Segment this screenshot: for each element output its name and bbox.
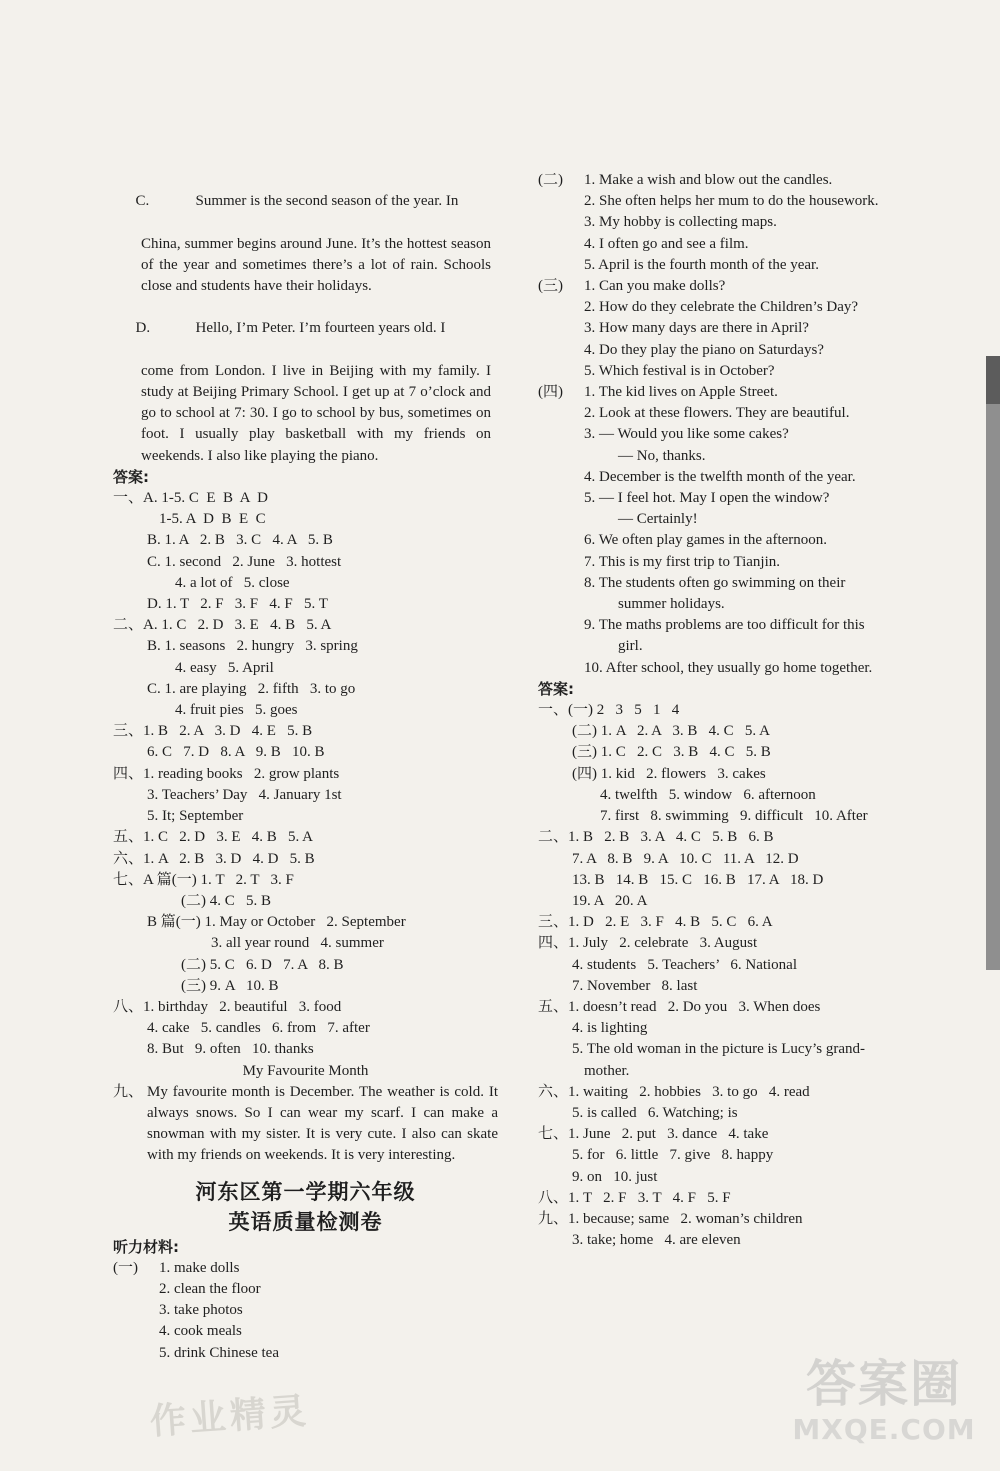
answer-line: 3. Teachers’ Day 4. January 1st — [147, 786, 342, 803]
listening-item: 7. This is my first trip to Tianjin. — [584, 553, 781, 570]
answer-line: 5. The old woman in the picture is Lucy’s grand- — [572, 1041, 865, 1058]
right-column — [538, 170, 923, 1251]
listening-item: 2. How do they celebrate the Children’s Day? — [584, 299, 859, 316]
answer-line: 4. students 5. Teachers’ 6. National — [572, 956, 798, 973]
listening-item: girl. — [618, 638, 643, 655]
answer-line: 3. take; home 4. are eleven — [572, 1232, 741, 1249]
answer-line: 5. for 6. little 7. give 8. happy — [572, 1147, 774, 1164]
passage-c-body: China, summer begins around June. It’s the hottest season of the year and sometimes there’s a lot of rain. Schools close and students have their holidays. — [141, 235, 491, 295]
left-column — [113, 170, 498, 1364]
side-tab-marker — [986, 356, 1000, 970]
essay-block — [113, 1082, 498, 1167]
answer-line: 一、(一) 2 3 5 1 4 — [538, 702, 680, 719]
watermark-logo — [784, 1355, 984, 1465]
listening-item: 1. The kid lives on Apple Street. — [584, 384, 778, 401]
stamp-mark: 作业精灵 — [148, 1390, 312, 1443]
listening-item: 8. The students often go swimming on their — [584, 574, 846, 591]
passage-d-label: D. — [135, 320, 151, 337]
answer-line: D. 1. T 2. F 3. F 4. F 5. T — [147, 596, 328, 613]
watermark-url: MXQE.COM — [792, 1413, 976, 1446]
listening-item: 5. April is the fourth month of the year. — [584, 256, 819, 273]
answer-line: 八、1. birthday 2. beautiful 3. food — [113, 998, 342, 1015]
answer-line: (二) 5. C 6. D 7. A 8. B — [181, 956, 344, 973]
answer-line: 二、1. B 2. B 3. A 4. C 5. B 6. B — [538, 829, 774, 846]
passage-c-first-line: Summer is the second season of the year. In — [195, 193, 459, 210]
listening-item: 1. make dolls — [159, 1259, 240, 1276]
part3-items-list — [584, 276, 858, 382]
listening-item: — Certainly! — [618, 511, 698, 528]
listening-item: 4. Do they play the piano on Saturdays? — [584, 341, 824, 358]
answer-line: 4. fruit pies 5. goes — [175, 702, 298, 719]
answers-label-left: 答案: — [113, 467, 149, 486]
listening-item: 4. I often go and see a film. — [584, 235, 749, 252]
listening-item: 5. — I feel hot. May I open the window? — [584, 490, 830, 507]
answer-line: 三、1. D 2. E 3. F 4. B 5. C 6. A — [538, 914, 773, 931]
listening-items-list — [159, 1258, 279, 1364]
side-tab-marker-top — [986, 356, 1000, 404]
answer-line: 5. It; September — [147, 808, 244, 825]
answer-line: mother. — [584, 1062, 630, 1079]
passage-c-label: C. — [135, 193, 150, 210]
listening-item: 1. Make a wish and blow out the candles. — [584, 172, 833, 188]
listening-item: 2. She often helps her mum to do the housework. — [584, 193, 879, 210]
answer-line: 1-5. A D B E C — [159, 511, 266, 528]
answer-line: 7. A 8. B 9. A 10. C 11. A 12. D — [572, 850, 799, 867]
listening-item: 2. Look at these flowers. They are beautiful. — [584, 405, 850, 422]
answer-line: (二) 4. C 5. B — [181, 892, 272, 909]
listening-item: 10. After school, they usually go home together. — [584, 659, 873, 676]
listening-part1 — [113, 1258, 498, 1364]
passage-d-body: come from London. I live in Beijing with my family. I study at Beijing Primary School. I get up at 7 o’clock and go to school at 7: 30. I go to school by bus, sometimes on foot. I usually play basketball with my friends on weekends. I also like playing the piano. — [141, 362, 491, 464]
answer-line: 八、1. T 2. F 3. T 4. F 5. F — [538, 1189, 731, 1206]
listening-item: 6. We often play games in the afternoon. — [584, 532, 828, 549]
answer-line: (三) 1. C 2. C 3. B 4. C 5. B — [572, 744, 771, 761]
essay-label: 九、 — [113, 1083, 144, 1100]
section-title-line2: 英语质量检测卷 — [228, 1209, 383, 1234]
answer-line: 13. B 14. B 15. C 16. B 17. A 18. D — [572, 871, 824, 888]
answer-line: 七、1. June 2. put 3. dance 4. take — [538, 1126, 769, 1143]
answer-line: (二) 1. A 2. A 3. B 4. C 5. A — [572, 723, 770, 740]
listening-item: 5. drink Chinese tea — [159, 1344, 279, 1361]
answer-line: 六、1. A 2. B 3. D 4. D 5. B — [113, 850, 315, 867]
answer-line: 7. November 8. last — [572, 977, 698, 994]
right-answers-list — [538, 700, 923, 1251]
answer-line: 19. A 20. A — [572, 892, 648, 909]
listening-item: 2. clean the floor — [159, 1280, 261, 1297]
answer-line: C. 1. second 2. June 3. hottest — [147, 553, 342, 570]
section-title-line1: 河东区第一学期六年级 — [195, 1179, 416, 1204]
passage-d-first-line: Hello, I’m Peter. I’m fourteen years old. I — [195, 320, 446, 337]
answer-line: 4. cake 5. candles 6. from 7. after — [147, 1020, 370, 1037]
answer-line: 6. C 7. D 8. A 9. B 10. B — [147, 744, 325, 761]
listening-part3-label: (三) — [538, 278, 563, 295]
passage-d — [113, 297, 498, 361]
listening-item: 4. December is the twelfth month of the year. — [584, 468, 856, 485]
listening-item: 5. Which festival is in October? — [584, 362, 775, 379]
answer-line: 六、1. waiting 2. hobbies 3. to go 4. read — [538, 1083, 810, 1100]
answer-line: 四、1. July 2. celebrate 3. August — [538, 935, 758, 952]
listening-part3 — [538, 276, 923, 382]
listening-part4-label: (四) — [538, 384, 563, 401]
listening-part2 — [538, 170, 923, 276]
answer-line: 七、A 篇(一) 1. T 2. T 3. F — [113, 871, 294, 888]
answer-line: 4. a lot of 5. close — [175, 574, 290, 591]
listening-item: 3. My hobby is collecting maps. — [584, 214, 777, 231]
part2-items-list — [584, 170, 879, 276]
answer-line: 7. first 8. swimming 9. difficult 10. After — [600, 808, 868, 825]
answer-line: 三、1. B 2. A 3. D 4. E 5. B — [113, 723, 313, 740]
listening-part2-label: (二) — [538, 172, 563, 188]
answer-line: 五、1. doesn’t read 2. Do you 3. When does — [538, 998, 821, 1015]
essay-title: My Favourite Month — [242, 1062, 369, 1079]
answer-line: 4. is lighting — [572, 1020, 648, 1037]
answer-line: 3. all year round 4. summer — [211, 935, 384, 952]
answer-line: 二、A. 1. C 2. D 3. E 4. B 5. A — [113, 617, 332, 634]
answer-line: 九、1. because; same 2. woman’s children — [538, 1210, 803, 1227]
answer-line: B 篇(一) 1. May or October 2. September — [147, 914, 406, 931]
answer-line: B. 1. A 2. B 3. C 4. A 5. B — [147, 532, 333, 549]
listening-item: summer holidays. — [618, 596, 725, 613]
answer-line: 4. easy 5. April — [175, 659, 274, 676]
answer-line: (三) 9. A 10. B — [181, 977, 279, 994]
essay-text: My favourite month is December. The weather is cold. It always snows. So I can wear my scarf. I can make a snowman with my sister. It is very cute. I also can skate with my friends on weekends. It is very interesting. — [147, 1083, 498, 1164]
listening-item: — No, thanks. — [618, 447, 706, 464]
answer-line: B. 1. seasons 2. hungry 3. spring — [147, 638, 358, 655]
answer-line: C. 1. are playing 2. fifth 3. to go — [147, 680, 356, 697]
passage-c — [113, 170, 498, 234]
listening-item: 1. Can you make dolls? — [584, 278, 726, 295]
answer-line: 9. on 10. just — [572, 1168, 658, 1185]
listening-item: 3. — Would you like some cakes? — [584, 426, 789, 443]
answer-line: 四、1. reading books 2. grow plants — [113, 765, 340, 782]
part4-items-list — [584, 382, 922, 679]
listening-item: 3. How many days are there in April? — [584, 320, 809, 337]
watermark-big-text: 答案圈 — [806, 1355, 962, 1413]
listening-item: 4. cook meals — [159, 1323, 242, 1340]
answer-line: 五、1. C 2. D 3. E 4. B 5. A — [113, 829, 314, 846]
listening-label: 听力材料: — [113, 1237, 179, 1256]
left-answers-list — [113, 488, 498, 1060]
listening-part1-label: (一) — [113, 1259, 138, 1276]
answer-line: 8. But 9. often 10. thanks — [147, 1041, 314, 1058]
answer-line: 一、A. 1-5. C E B A D — [113, 490, 269, 507]
answers-label-right: 答案: — [538, 679, 574, 698]
listening-item: 3. take photos — [159, 1302, 243, 1319]
answer-line: 4. twelfth 5. window 6. afternoon — [600, 786, 816, 803]
answer-line: (四) 1. kid 2. flowers 3. cakes — [572, 765, 766, 782]
listening-part4 — [538, 382, 923, 679]
answer-line: 5. is called 6. Watching; is — [572, 1104, 738, 1121]
listening-item: 9. The maths problems are too difficult for this — [584, 617, 865, 634]
